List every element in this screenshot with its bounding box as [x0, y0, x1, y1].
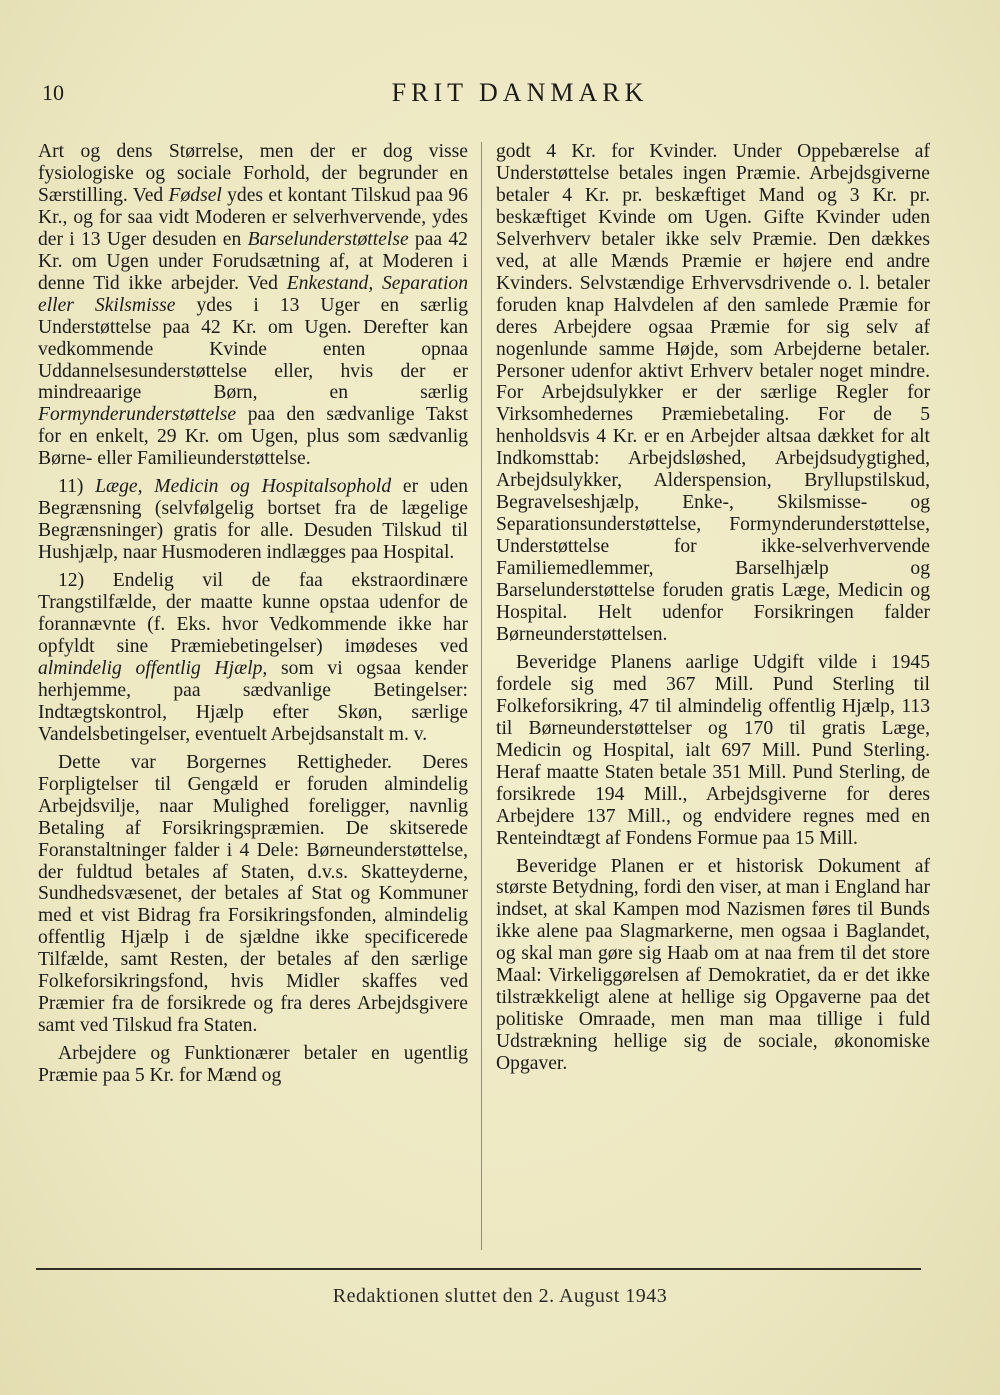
- text-run: 12) Endelig vil de faa ekstraordinære Trangstilfælde, der maatte kunne opstaa udenfor de forannævnte (f. Eks. hvor Vedkommende ikke har opfyldt sine Præmiebetingelser) imødeses ved: [38, 570, 468, 657]
- emphasis-public-assistance: almindelig offentlig Hjælp,: [38, 657, 268, 679]
- paragraph-historic-document: Beveridge Planen er et historisk Dokument af største Betydning, fordi den viser, at man i England har indset, at skal Kampen mod Nazismen føres til Bunds ikke alene paa Slagmarkerne, men ogsaa i Baglandet, og skal man gøre sig Haab om at naa frem til det store Maal: Virkeliggørelsen af Demokratiet, da er det ikke tilstrækkeligt alene at hellige sig Opgaverne paa det politiske Omraade, men man maa tillige i fuld Udstrækning hellige sig de sociale, økonomiske Opgaver.: [496, 855, 930, 1075]
- page-number: 10: [42, 80, 64, 105]
- emphasis-medical-care: Læge, Medicin og Hospitalsophold: [95, 476, 392, 498]
- right-column: [496, 141, 930, 1075]
- paragraph-premium-details: godt 4 Kr. for Kvinder. Under Oppebærelse af Understøttelse betales ingen Præmie. Arbejdsgiverne betaler 4 Kr. pr. beskæftiget Mand og 3 Kr. pr. beskæftiget Kvinde om Ugen. Gifte Kvinder uden Selverhverv betaler ikke selv Præmie. Den dækkes ved, at alle Mænds Præmie er højere end andre Kvinders. Selvstændige Erhvervsdrivende o. l. betaler foruden knap Halvdelen af den samlede Præmie for deres Arbejdere ogsaa Præmie for sig selv af nogenlunde samme Højde, som Arbejderne betaler. Personer udenfor aktivt Erhverv betaler noget mindre. For Arbejdsulykker er der særlige Regler for Virksomhedernes Præmiebetaling. For de 5 henholdsvis 4 Kr. er en Arbejder altsaa dækket for alt Indkomsttab: Arbejdsløshed, Arbejdsudygtighed, Arbejdsulykker, Alderspension, Bryllupstilskud, Begravelseshjælp, Enke-, Skilsmisse- og Separationsunderstøttelse, Formynderunderstøttelse, Understøttelse for ikke-selverhvervende Familiemedlemmer, Barselhjælp og Barselunderstøttelse foruden gratis Læge, Medicin og Hospital. Helt udenfor Forsikringen falder Børneunderstøttelsen.: [496, 141, 930, 645]
- paragraph-public-assistance: [38, 570, 468, 746]
- emphasis-birth: Fødsel: [168, 184, 222, 206]
- paragraph-medical-care: [38, 476, 468, 564]
- text-run: ydes i 13 Uger en særlig Understøttelse paa 42 Kr. om Ugen. Derefter kan vedkommende Kvinde enten opnaa Uddannelsesunderstøttelse eller, hvis der er mindreaarige Børn, en særlig: [38, 294, 468, 404]
- text-run: 11): [58, 476, 96, 498]
- paragraph-premiums: Arbejdere og Funktionærer betaler en ugentlig Præmie paa 5 Kr. for Mænd og: [38, 1043, 468, 1087]
- editorial-note: Redaktionen sluttet den 2. August 1943: [332, 1285, 668, 1307]
- emphasis-guardian-benefit: Formynderunderstøttelse: [38, 404, 237, 426]
- left-column: [38, 141, 468, 1087]
- text-run: som vi ogsaa kender herhjemme, paa sædvanlige Betingelser: Indtægtskontrol, Hjælp efter Skøn, særlige Vandelsbetingelser, eventuelt Arbejdsanstalt m. v.: [38, 657, 469, 745]
- paragraph-obligations: Dette var Borgernes Rettigheder. Deres Forpligtelser til Gengæld er foruden almindelig Arbejdsvilje, naar Mulighed foreligger, navnlig Betaling af Forsikringspræmien. De skitserede Foranstaltninger falder i 4 Dele: Børneunderstøttelse, der fuldtud betales af Staten, d.v.s. Skatteyderne, Sundhedsvæsenet, der betales af Stat og Kommuner med et vist Bidrag fra Forsikringsfonden, almindelig offentlig Hjælp i de sjældne ikke specificerede Tilfælde, samt Resten, der betales af den særlige Folkeforsikringsfond, hvis Midler skaffes ved Præmier fra de forsikrede og fra deres Arbejdsgivere samt ved Tilskud fra Staten.: [38, 751, 468, 1037]
- column-divider: [481, 142, 482, 1250]
- text-run: paa den sædvanlige Takst for en enkelt, 29 Kr. om Ugen, plus som sædvanlig Børne- eller Familieunderstøttelse.: [38, 404, 468, 470]
- emphasis-maternity-benefit: Barselunderstøttelse: [247, 228, 409, 250]
- text-run: ydes et kontant Tilskud paa 96 Kr., og for saa vidt Moderen er selverhvervende, ydes der i 13 Uger desuden en: [38, 184, 468, 250]
- bottom-rule: [36, 1268, 921, 1270]
- paragraph-birth-widowhood: [38, 141, 468, 470]
- paragraph-annual-expenditure: Beveridge Planens aarlige Udgift vilde i 1945 fordele sig med 367 Mill. Pund Sterling til Folkeforsikring, 47 til almindelig offentlig Hjælp, 113 til Børneunderstøttelser og 170 til gratis Læge, Medicin og Hospital, ialt 697 Mill. Pund Sterling. Heraf maatte Staten betale 351 Mill. Pund Sterling, de forsikrede 194 Mill., Arbejdsgiverne for deres Arbejdere 137 Mill., og endvidere regnes med en Renteindtægt af Fondens Formue paa 15 Mill.: [496, 651, 930, 849]
- journal-title: FRIT DANMARK: [391, 78, 649, 107]
- text-run: paa 42 Kr. om Ugen under Forudsætning af, at Moderen i denne Tid ikke arbejder. Ved: [38, 228, 468, 294]
- page-header: [40, 76, 970, 116]
- emphasis-widowhood: Enkestand, Separation eller Skilsmisse: [38, 272, 468, 316]
- text-run: Art og dens Størrelse, men der er dog visse fysiologiske og sociale Forhold, der begrunder en Særstilling. Ved: [38, 141, 468, 206]
- text-run: er uden Begrænsning (selvfølgelig bortset fra de lægelige Begrænsninger) gratis for alle. Desuden Tilskud til Hushjælp, naar Husmoderen indlægges paa Hospital.: [38, 476, 468, 564]
